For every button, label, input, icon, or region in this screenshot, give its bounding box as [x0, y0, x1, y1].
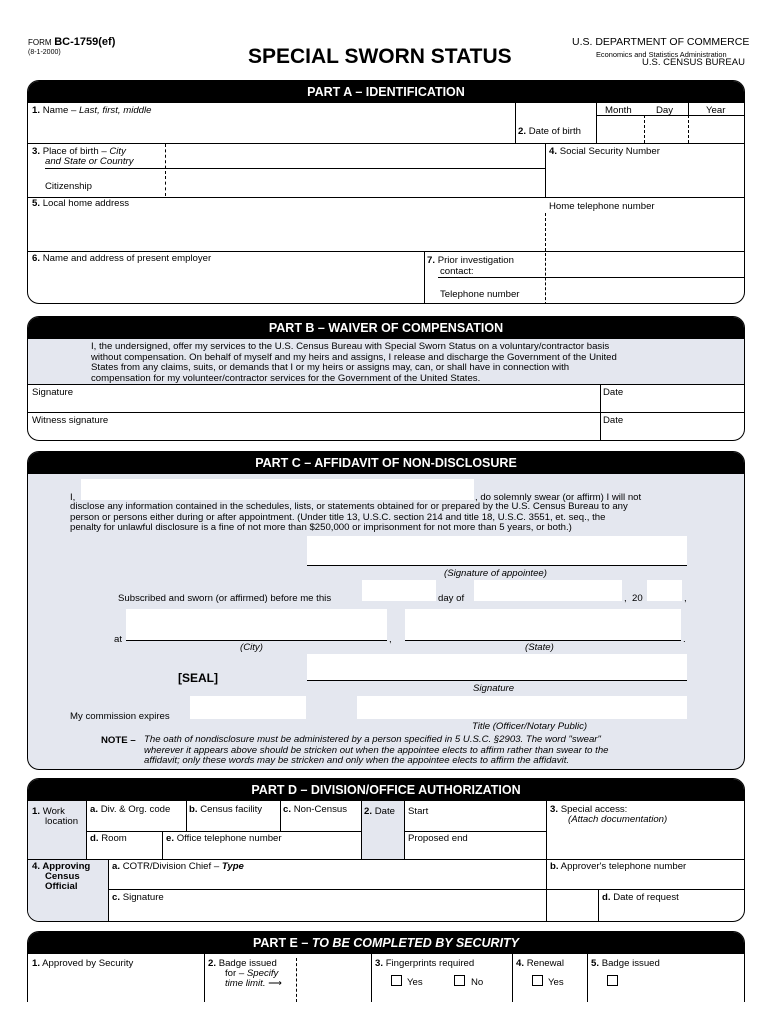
employer-text: Name and address of present employer [42, 253, 212, 264]
work-location-label-2: location [45, 816, 79, 827]
state-label: (State) [525, 642, 554, 653]
form-prefix: FORM [28, 38, 52, 47]
req-text: Date of request [613, 892, 679, 903]
work-num: 1. [32, 806, 41, 817]
notary-signature-label: Signature [473, 683, 515, 694]
seal-label: [SEAL] [178, 671, 218, 685]
appointee-signature-field[interactable] [307, 536, 687, 566]
approved-text: Approved by Security [42, 958, 134, 969]
note-label: NOTE – [101, 735, 136, 746]
dob-num: 2. [518, 126, 527, 137]
home-phone-field[interactable] [548, 213, 742, 249]
administration: Economics and Statistics Administration [596, 50, 727, 59]
badge-specify: Specify [246, 968, 279, 979]
note-line-3: affidavit; only these words may be stricken and only when the appointee elects to affirm the affidavit. [144, 755, 570, 767]
approved-field[interactable] [30, 970, 202, 990]
part-d-title: PART D – DIVISION/OFFICE AUTHORIZATION [28, 779, 744, 801]
waiver-line-2: without compensation. On behalf of myself and my heirs and assigns, I release and discharge the Government of the United [91, 351, 617, 363]
sworn-day-field[interactable] [362, 580, 436, 601]
badge-text-2: for – [225, 968, 245, 979]
affidavit-line-4: penalty for unlawful disclosure is a fine of not more than $250,000 or imprisonment for not more than 5 years, or both.) [70, 522, 572, 534]
badge-text-1: Badge issued [218, 958, 277, 969]
dob-day-label: Day [656, 105, 674, 116]
approver-phone-field[interactable] [548, 873, 742, 887]
officer-title-label: Title (Officer/Notary Public) [472, 721, 588, 732]
dob-year-field[interactable] [689, 116, 743, 142]
a-num: a. [90, 804, 99, 815]
pob-field[interactable] [168, 144, 544, 168]
waiver-text [91, 342, 681, 384]
office-phone-text: Office telephone number [176, 833, 282, 844]
part-c-title: PART C – AFFIDAVIT OF NON-DISCLOSURE [28, 452, 744, 474]
pob-state-hint: and State or Country [45, 156, 134, 167]
approver-signature-field[interactable] [110, 903, 590, 919]
special-access-field[interactable] [548, 827, 742, 857]
date-label [364, 806, 395, 817]
name-hint: Last, first, middle [78, 105, 152, 116]
prior-text: Prior investigation [437, 255, 514, 266]
renewal-num: 4. [516, 958, 525, 969]
name-label [32, 105, 151, 116]
room-label [90, 833, 127, 844]
non-census-field[interactable] [282, 815, 360, 829]
sworn-month-field[interactable] [474, 580, 622, 601]
commission-expires-field[interactable] [190, 696, 306, 719]
name-num: 1. [32, 105, 41, 116]
fingerprints-yes-checkbox[interactable] [391, 975, 402, 986]
badge-time-limit: time limit. [225, 978, 266, 989]
b-text: Census facility [200, 804, 263, 815]
affidavit-line-2: disclose any information contained in the schedules, lists, or statements obtained for or prepared by the U.S. Census Bureau to any [70, 501, 628, 512]
pob-num: 3. [32, 146, 41, 157]
div-org-field[interactable] [88, 815, 184, 829]
sig-text: Signature [122, 892, 164, 903]
prior-contact-label-2: contact: [440, 266, 474, 277]
prior-contact-field[interactable] [548, 253, 742, 275]
department: U.S. DEPARTMENT OF COMMERCE [572, 36, 750, 48]
part-b-section [27, 316, 745, 441]
div-org-label [90, 804, 170, 815]
renewal-yes-label: Yes [548, 977, 564, 988]
affidavit-line-3: person or persons either during or after appointment. (Under title 13, U.S.C. section 214 and title 18, U.S.C. 3551, et. seq., the [70, 511, 606, 523]
start-date-field[interactable] [406, 817, 544, 829]
waiver-signature-field[interactable] [30, 397, 596, 411]
approver-phone-label [550, 861, 686, 872]
witness-date-field[interactable] [602, 425, 742, 438]
note-text [144, 735, 704, 767]
officer-title-field[interactable] [357, 696, 687, 719]
cotr-type: Type [221, 861, 244, 872]
approver-phone-text: Approver's telephone number [560, 861, 687, 872]
e-num: e. [166, 833, 175, 844]
dob-label [518, 126, 581, 137]
dob-day-field[interactable] [645, 116, 687, 142]
start-date-label: Start [408, 806, 429, 817]
fp-num: 3. [375, 958, 384, 969]
appr-text-1: Approving [42, 861, 91, 872]
at-text: at [114, 634, 123, 645]
witness-date-label: Date [603, 415, 624, 426]
note-line-2: wherever it appears above should be stricken out when the appointee elects to affirm rather than swear to the [144, 744, 609, 756]
waiver-line-4: compensation for my volunteer/contractor services for the Government of the United States. [91, 372, 481, 384]
cotr-label [112, 861, 244, 872]
attach-documentation: (Attach documentation) [568, 814, 668, 825]
special-text: Special access: [560, 804, 628, 815]
fingerprints-label [375, 958, 474, 969]
date-num: 2. [364, 806, 373, 817]
approved-num: 1. [32, 958, 41, 969]
address-num: 5. [32, 198, 41, 209]
swear-text: , do solemnly swear (or affirm) I will not [475, 492, 642, 503]
badge-issued-num: 5. [591, 958, 600, 969]
ssn-field[interactable] [548, 158, 742, 194]
non-census-label [283, 804, 347, 815]
form-number-value: BC-1759(ef) [54, 36, 116, 48]
approving-official-label-2: Census [45, 871, 80, 882]
badge-issued-text: Badge issued [601, 958, 660, 969]
employer-label [32, 253, 211, 264]
census-facility-field[interactable] [188, 815, 278, 829]
c-num: c. [283, 804, 292, 815]
address-field[interactable] [30, 211, 540, 249]
part-a-title: PART A – IDENTIFICATION [28, 81, 744, 103]
bureau: U.S. CENSUS BUREAU [642, 57, 745, 68]
part-d-section [27, 778, 745, 922]
prior-num: 7. [427, 255, 436, 266]
part-e-title-italic: TO BE COMPLETED BY SECURITY [311, 936, 520, 950]
affidavit-text [70, 502, 710, 534]
prior-phone-field[interactable] [548, 279, 742, 301]
b-num: b. [189, 804, 198, 815]
waiver-date-field[interactable] [602, 397, 742, 411]
pob-city-hint: City [109, 146, 126, 157]
proposed-end-label: Proposed end [408, 833, 468, 844]
name-label-text: Name – [42, 105, 77, 116]
cotr-num: a. [112, 861, 121, 872]
approving-official-label-3: Official [45, 881, 78, 892]
appr-num: 4. [32, 861, 41, 872]
arrow-right-icon: ⟶ [268, 978, 282, 989]
fingerprints-yes-label: Yes [407, 977, 423, 988]
date-text: Date [374, 806, 395, 817]
affiant-i: I, [70, 492, 76, 503]
prior-phone-label: Telephone number [440, 289, 520, 300]
cotr-field[interactable] [110, 873, 544, 887]
part-a-section [27, 80, 745, 304]
approved-label [32, 958, 133, 969]
ssn-label [549, 146, 660, 157]
badge-duration-field[interactable] [298, 958, 368, 998]
subscribed-text: Subscribed and sworn (or affirmed) before me this [118, 593, 332, 604]
part-e-section [27, 931, 745, 1002]
ssn-num: 4. [549, 146, 558, 157]
commission-label: My commission expires [70, 711, 170, 722]
fingerprints-no-checkbox[interactable] [454, 975, 465, 986]
approver-phone-num: b. [550, 861, 559, 872]
ssn-text: Social Security Number [559, 146, 660, 157]
affiant-name-field[interactable] [81, 479, 474, 500]
special-num: 3. [550, 804, 559, 815]
c-text: Non-Census [293, 804, 348, 815]
badge-issued-label [591, 958, 660, 969]
period: . [683, 634, 686, 645]
dob-month-field[interactable] [597, 116, 643, 142]
state-field[interactable] [405, 609, 681, 641]
city-label: (City) [240, 642, 263, 653]
year-prefix: 20 [632, 593, 643, 604]
form-title: SPECIAL SWORN STATUS [248, 45, 512, 68]
fingerprints-no-label: No [471, 977, 484, 988]
witness-signature-field[interactable] [30, 425, 596, 438]
city-field[interactable] [126, 609, 387, 641]
dob-month-label: Month [605, 105, 632, 116]
proposed-end-field[interactable] [406, 845, 544, 857]
citizenship-field[interactable] [168, 170, 544, 194]
renewal-label [516, 958, 564, 969]
part-e-title [28, 932, 744, 954]
part-b-title: PART B – WAIVER OF COMPENSATION [28, 317, 744, 339]
citizenship-label: Citizenship [45, 181, 92, 192]
request-date-field[interactable] [600, 903, 742, 919]
room-field[interactable] [88, 845, 158, 857]
form-date: (8-1-2000) [28, 49, 61, 56]
pob-label-text: Place of birth – [42, 146, 107, 157]
waiver-line-3: States from any claims, suits, or demands that I or my heirs or assigns may, can, or shall have in connection with [91, 362, 570, 374]
address-label [32, 198, 129, 209]
home-phone-label: Home telephone number [549, 201, 655, 212]
appointee-signature-label: (Signature of appointee) [444, 568, 547, 579]
dob-year-label: Year [706, 105, 726, 116]
approver-signature-label [112, 892, 164, 903]
note-line-1: The oath of nondisclosure must be administered by a person specified in 5 U.S.C. §2903. The word "swear" [144, 734, 601, 745]
a-text: Div. & Org. code [100, 804, 171, 815]
cotr-text: COTR/Division Chief – [122, 861, 220, 872]
employer-num: 6. [32, 253, 41, 264]
request-date-label [602, 892, 679, 903]
comma-1: , [624, 593, 627, 604]
badge-issued-checkbox[interactable] [607, 975, 618, 986]
witness-signature-label: Witness signature [32, 415, 109, 426]
day-of-text: day of [438, 593, 465, 604]
waiver-line-1: I, the undersigned, offer my services to the U.S. Census Bureau with Special Sworn Status on a voluntary/contractor basis [91, 341, 610, 352]
renewal-yes-checkbox[interactable] [532, 975, 543, 986]
notary-signature-field[interactable] [307, 654, 687, 681]
office-phone-field[interactable] [164, 845, 360, 857]
comma-2: , [684, 593, 687, 604]
waiver-date-label: Date [603, 387, 624, 398]
sig-num: c. [112, 892, 121, 903]
part-e-title-plain: PART E – [252, 936, 309, 950]
renewal-text: Renewal [526, 958, 565, 969]
room-text: Room [101, 833, 127, 844]
fp-text: Fingerprints required [385, 958, 475, 969]
employer-field[interactable] [30, 266, 420, 300]
d-num: d. [90, 833, 99, 844]
badge-num: 2. [208, 958, 217, 969]
sworn-year-field[interactable] [647, 580, 682, 601]
badge-duration-label-3 [225, 978, 282, 989]
census-facility-label [189, 804, 262, 815]
comma-3: , [389, 634, 392, 645]
req-num: d. [602, 892, 611, 903]
dob-text: Date of birth [528, 126, 581, 137]
prior-contact-label [427, 255, 514, 266]
office-phone-label [166, 833, 282, 844]
work-text: Work [42, 806, 65, 817]
waiver-signature-label: Signature [32, 387, 74, 398]
part-c-section [27, 451, 745, 770]
address-text: Local home address [42, 198, 130, 209]
